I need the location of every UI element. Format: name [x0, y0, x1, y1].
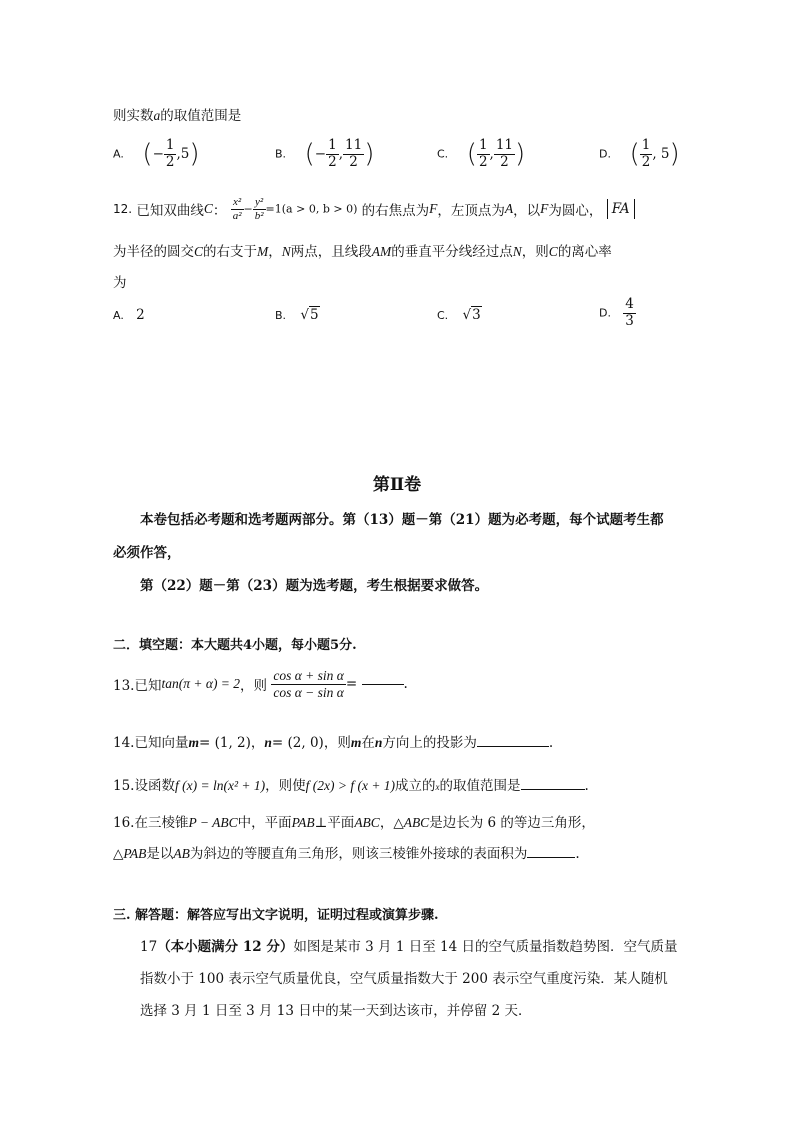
- vector-n: n: [264, 735, 272, 750]
- frac-num: 1: [328, 137, 337, 153]
- q15: [113, 774, 589, 794]
- q15-inequality: f (2x) > f (x + 1): [305, 778, 396, 793]
- paren-left: (: [466, 139, 477, 170]
- q11-option-c[interactable]: C. ( $\frac{1}{2}$ , $\frac{11}{2}$ ): [437, 137, 526, 170]
- math-var: C: [548, 244, 558, 259]
- q16-text: 是以: [146, 846, 174, 862]
- q11-stem-tail: 的取值范围是: [160, 108, 242, 124]
- sqrt-sign: √: [462, 307, 472, 323]
- math-var: F: [429, 201, 438, 217]
- q12-condition: =1(a > 0, b > 0): [265, 202, 358, 216]
- q17-text: 指数小于 100 表示空气质量优良，空气质量指数大于 200 表示空气重度污染．某人随机: [140, 971, 668, 987]
- q14-nval: = (2, 0): [271, 735, 324, 751]
- part2-intro-1: 本卷包括必考题和选考题两部分。第（13）题－第（21）题为必考题，每个试题考生都: [140, 512, 664, 528]
- q12-line-3: [113, 271, 127, 291]
- q11-var: a: [153, 108, 161, 123]
- math-var: AM: [371, 244, 392, 259]
- q12-option-a[interactable]: [113, 307, 145, 323]
- q17-line-1: [140, 935, 677, 955]
- q11-option-a-label: A.: [113, 147, 124, 161]
- math-var: C: [194, 244, 204, 259]
- frac-den: 2: [500, 153, 509, 170]
- q12-text: ，: [268, 244, 282, 260]
- q11-option-a[interactable]: [113, 138, 200, 170]
- q12-text: 的垂直平分线经过点: [391, 244, 513, 260]
- part2-intro-3: 第（22）题－第（23）题为选考题，考生根据要求做答。: [140, 578, 489, 594]
- q13-expr: tan(π + α) = 2: [161, 676, 241, 692]
- equals-sign: =: [345, 676, 358, 693]
- q16-text: 中，平面: [237, 815, 292, 831]
- frac-num: cos α + sin α: [273, 668, 344, 683]
- frac-den: 2: [641, 153, 651, 170]
- math-var: F: [540, 201, 549, 217]
- paren-right: ): [189, 139, 200, 170]
- fraction: [253, 196, 266, 222]
- q12-number: 12.: [113, 202, 133, 217]
- q16-text: 是边长为 6 的等边三角形，: [429, 815, 595, 831]
- period: .: [403, 676, 408, 693]
- period: .: [548, 735, 554, 751]
- plane-abc: ABC: [354, 815, 380, 830]
- q12-option-c[interactable]: [437, 307, 482, 323]
- q12-option-c-label: C.: [437, 309, 449, 322]
- answer-blank[interactable]: [527, 857, 575, 858]
- q13-mid: ，则: [240, 678, 268, 695]
- frac-den: a²: [232, 209, 242, 222]
- q12-option-d[interactable]: [599, 297, 636, 329]
- frac-num: 11: [345, 137, 363, 153]
- q17-points: （本小题满分 12 分）: [157, 939, 294, 955]
- option-rest: , 5: [652, 146, 670, 163]
- q14: [113, 731, 553, 751]
- q13-pre: 13.已知: [113, 678, 162, 695]
- q12-text: ，则: [521, 244, 549, 260]
- q12-option-b-value: 5: [309, 307, 319, 323]
- paren-left: (: [304, 139, 315, 170]
- q15-pre: 15.设函数: [113, 778, 175, 794]
- math-var: C: [203, 201, 213, 217]
- frac-num: x²: [231, 196, 244, 210]
- q11-stem-text: 则实数: [113, 108, 154, 124]
- math-var: N: [281, 244, 291, 259]
- fraction: [623, 297, 636, 329]
- q16-line-2: [113, 842, 580, 862]
- frac-den: b²: [254, 209, 264, 222]
- q12-text: ，以: [513, 203, 541, 220]
- paren-right: ): [515, 139, 526, 170]
- answer-blank[interactable]: [477, 746, 549, 747]
- math-var: M: [257, 244, 269, 259]
- q15-tail: 的取值范围是: [439, 778, 521, 794]
- q11-option-c-label: C.: [437, 147, 449, 161]
- q17-text: 选择 3 月 1 日至 3 月 13 日中的某一天到达该市，并停留 2 天．: [140, 1003, 532, 1019]
- q14-sep: ，: [250, 735, 265, 751]
- paren-right: ): [364, 139, 375, 170]
- q12-option-c-value: 3: [472, 307, 481, 323]
- fraction: [231, 196, 244, 222]
- triangle-pab: △PAB: [113, 846, 147, 861]
- frac-den: 3: [625, 312, 634, 329]
- frac-den: 2: [349, 153, 358, 170]
- q12-text: 的离心率: [557, 244, 612, 260]
- q17-number: 17: [140, 939, 158, 955]
- frac-den: 2: [478, 153, 488, 170]
- frac-num: 1: [165, 137, 175, 153]
- q15-mid2: 成立的: [395, 778, 436, 794]
- q14-mval: = (1, 2): [199, 735, 251, 751]
- paren-left: (: [629, 139, 640, 170]
- fraction: [640, 138, 653, 170]
- fraction: [326, 138, 339, 170]
- vector-n: n: [374, 735, 383, 750]
- minus-sign: −: [152, 146, 164, 163]
- q14-mid2: 在: [361, 735, 375, 751]
- abs-fa: FA: [607, 199, 635, 219]
- part2-title: 第Ⅱ卷: [372, 475, 422, 495]
- q12-text: ，左顶点为: [437, 203, 505, 220]
- q12-line-2: [113, 240, 612, 260]
- q12-text: 的右焦点为: [361, 203, 430, 220]
- q16-line-1: [113, 811, 595, 831]
- q13: [113, 668, 408, 700]
- q12-option-d-label: D.: [599, 306, 611, 320]
- q16-text: 为斜边的等腰直角三角形，则该三棱锥外接球的表面积为: [189, 846, 528, 862]
- q16-text: ，: [379, 815, 394, 831]
- math-var: N: [512, 244, 522, 259]
- q12-text: 已知双曲线: [136, 203, 204, 220]
- q17-line-3: [140, 999, 531, 1019]
- q12-text: ：: [212, 203, 227, 220]
- math-var: x: [435, 782, 440, 792]
- minus-sign: −: [314, 146, 327, 163]
- q16-text: 平面: [327, 815, 355, 831]
- q16-pre: 16.在三棱锥: [113, 815, 189, 831]
- fraction: [164, 138, 177, 170]
- frac-num: 11: [495, 137, 514, 153]
- minus-sign: −: [243, 202, 253, 216]
- frac-den: 2: [165, 153, 175, 170]
- segment-ab: AB: [173, 846, 190, 861]
- frac-den: cos α − sin α: [273, 684, 344, 700]
- q12-text: 两点，且线段: [290, 244, 372, 260]
- option-rest: ,5: [176, 146, 190, 163]
- paren-left: (: [142, 139, 153, 170]
- fraction: [271, 668, 346, 700]
- q12-text: 为半径的圆交: [113, 244, 194, 260]
- q15-function: f (x) = ln(x² + 1): [174, 778, 266, 793]
- fraction: [477, 138, 490, 170]
- q11-option-d-label: D.: [599, 147, 611, 161]
- part2-intro-2: 必须作答，: [113, 545, 181, 561]
- frac-num: y²: [253, 196, 266, 210]
- q12-option-a-value: 2: [136, 307, 145, 323]
- paren-right: ): [669, 139, 680, 170]
- q12-line-1: [113, 196, 635, 222]
- math-var: A: [504, 201, 514, 217]
- q15-mid: ，则使: [265, 778, 306, 794]
- frac-num: 1: [478, 137, 488, 153]
- q17-text: 如图是某市 3 月 1 日至 14 日的空气质量指数趋势图．空气质量: [293, 939, 678, 955]
- frac-num: 4: [625, 296, 634, 312]
- q12-option-b[interactable]: [275, 307, 320, 323]
- period: .: [584, 778, 589, 794]
- sqrt-sign: √: [300, 307, 309, 323]
- q14-mid: ，则: [323, 735, 351, 751]
- triangle-abc: △ABC: [393, 815, 430, 830]
- vector-m: m: [188, 735, 199, 750]
- q12-text: 的右支于: [203, 244, 258, 260]
- q14-pre: 14.已知向量: [113, 735, 189, 751]
- vector-m: m: [350, 735, 362, 750]
- q12-text: 为: [113, 275, 127, 291]
- section3-heading: 三. 解答题：解答应写出文字说明，证明过程或演算步骤.: [113, 908, 439, 923]
- q11-option-d[interactable]: [599, 138, 680, 170]
- answer-blank[interactable]: [362, 684, 404, 685]
- frac-num: 1: [641, 137, 651, 153]
- q12-text: 为圆心，: [548, 203, 603, 220]
- perp-symbol: ⊥: [314, 815, 328, 831]
- q17-line-2: [140, 967, 668, 987]
- fraction: [494, 138, 515, 170]
- q11-option-b[interactable]: B. (− $\frac{1}{2}$ , $\frac{11}{2}$ ): [275, 137, 375, 170]
- plane-pab: PAB: [291, 815, 315, 830]
- frac-den: 2: [328, 153, 337, 170]
- answer-blank[interactable]: [521, 789, 585, 790]
- period: .: [575, 846, 580, 862]
- q16-pyramid: P − ABC: [188, 815, 238, 830]
- q11-stem: [113, 104, 241, 124]
- q11-option-b-label: B.: [275, 147, 287, 161]
- q12-option-b-label: B.: [275, 309, 287, 322]
- q12-option-a-label: A.: [113, 309, 124, 322]
- fraction: [343, 138, 364, 170]
- q14-mid3: 方向上的投影为: [382, 735, 477, 751]
- section2-heading: 二．填空题：本大题共4小题，每小题5分.: [113, 638, 357, 653]
